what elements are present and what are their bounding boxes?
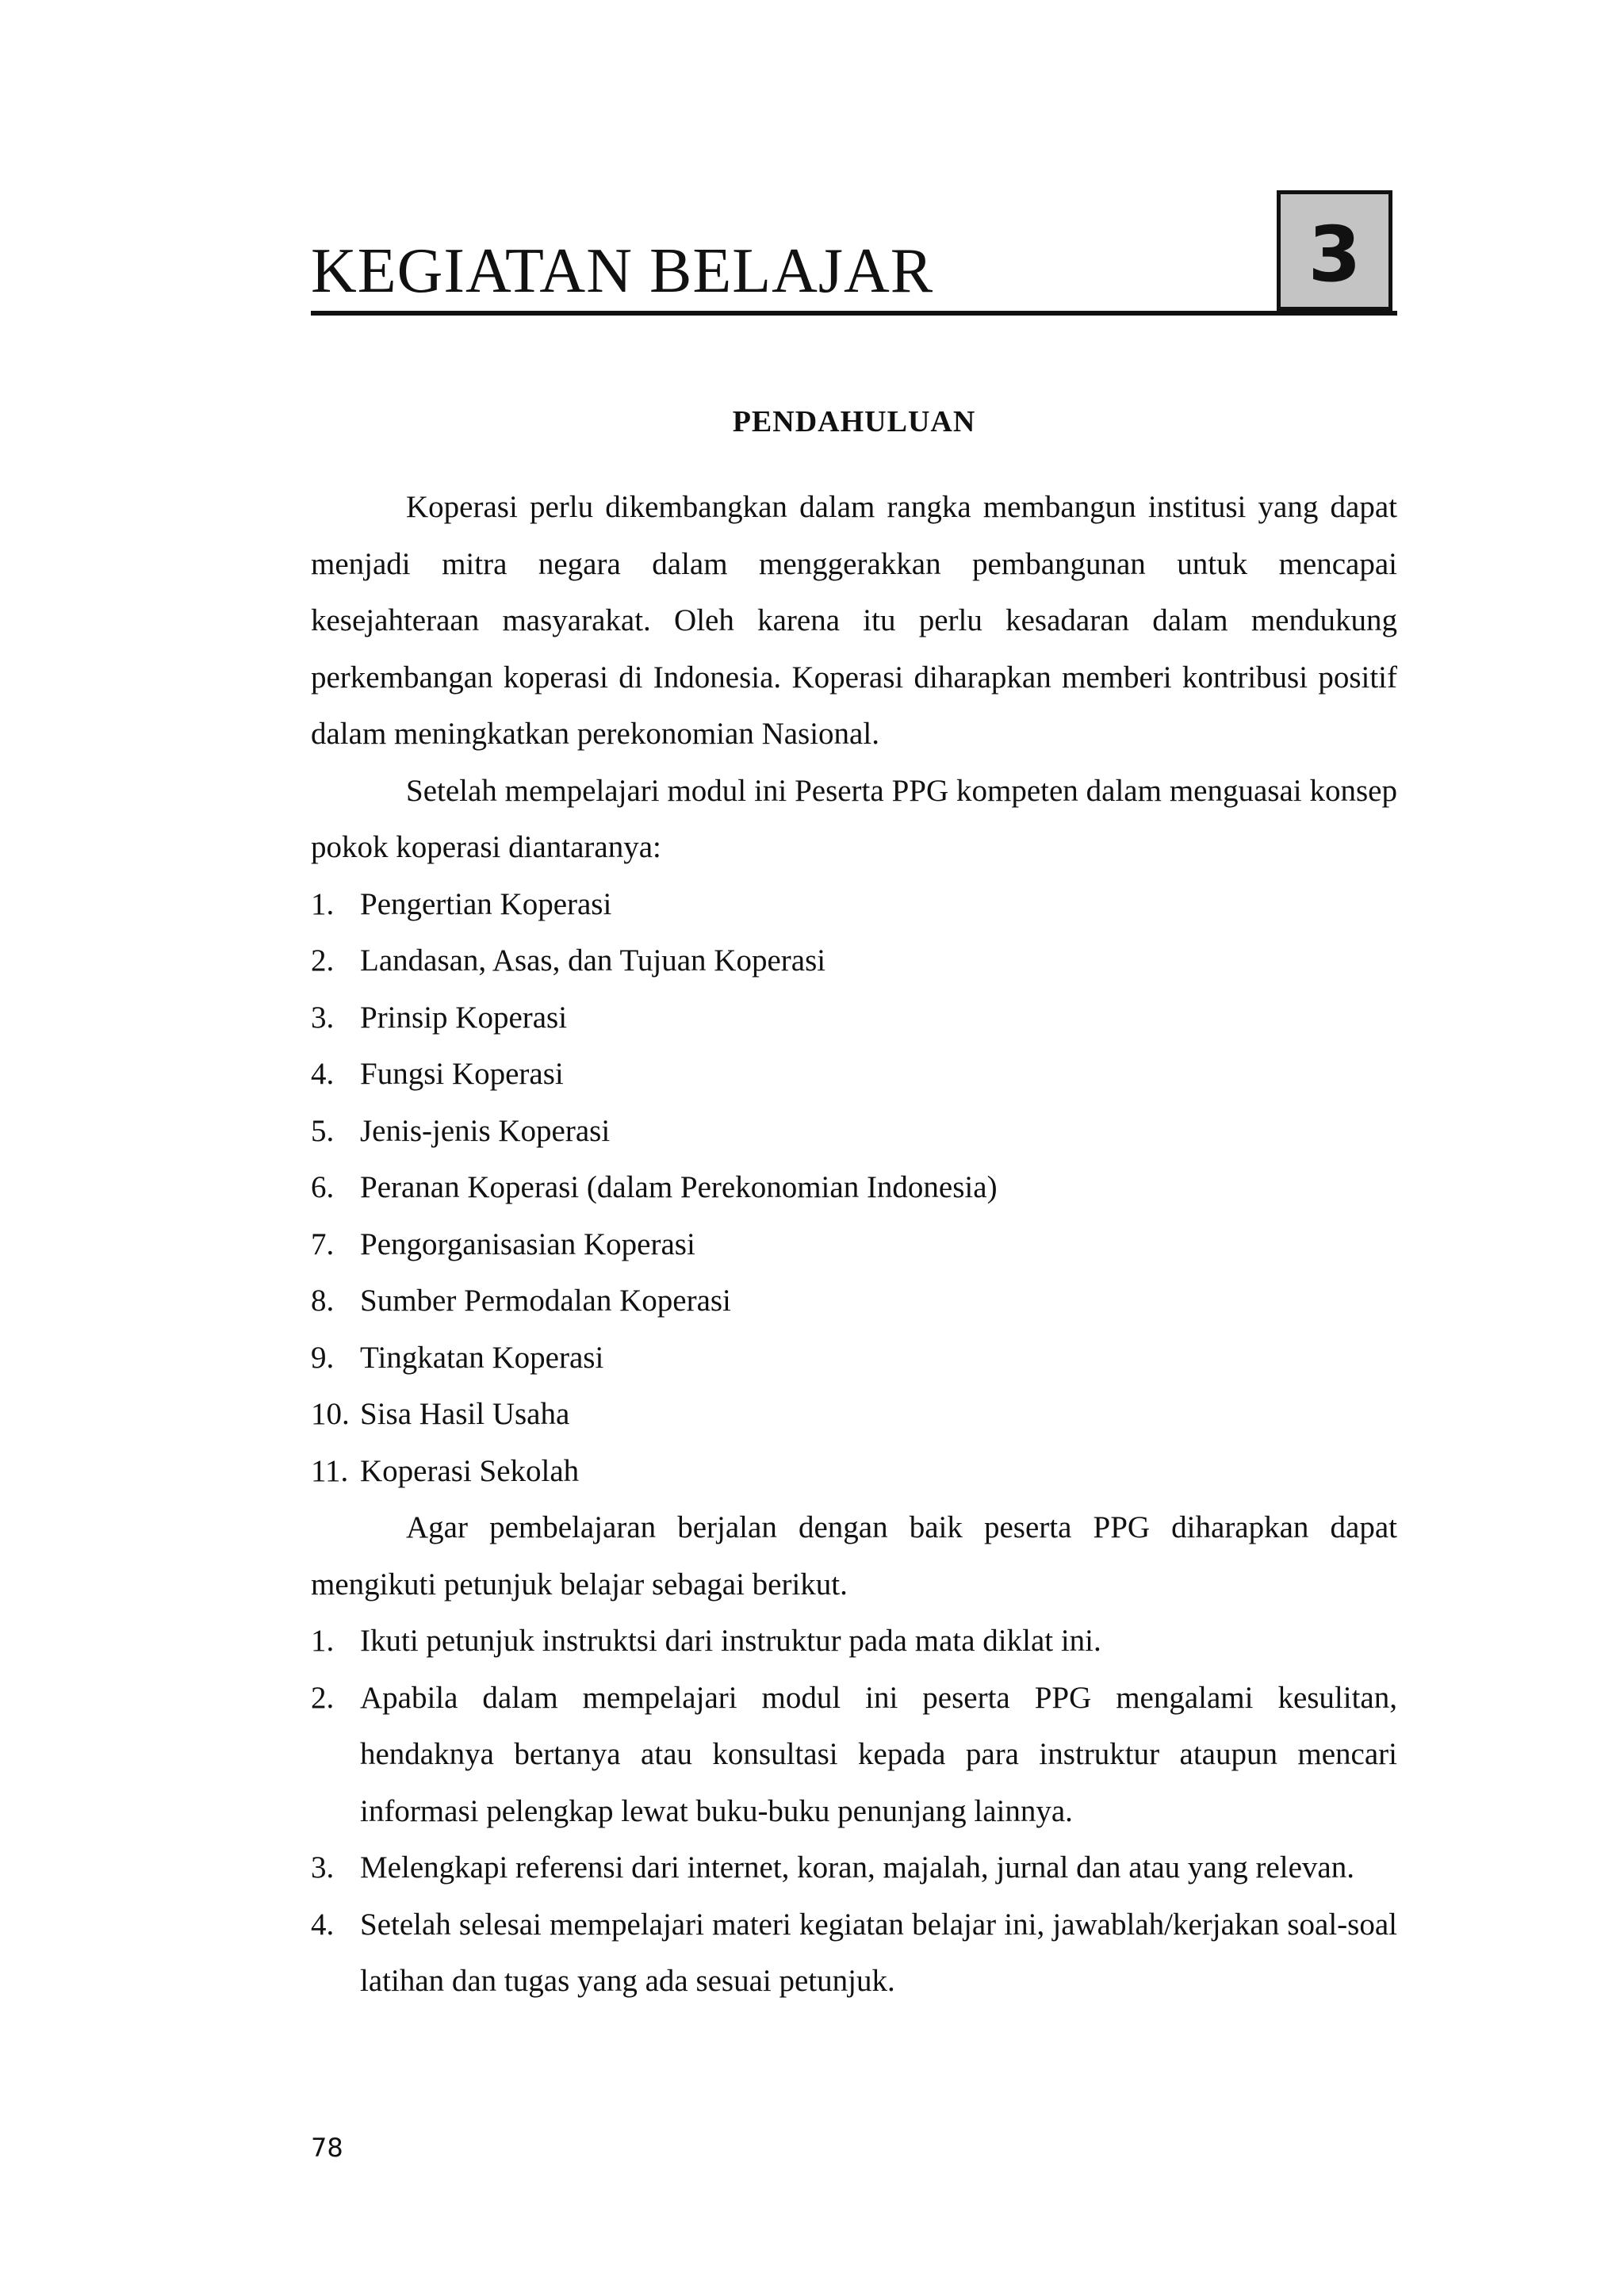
list-item-text: Ikuti petunjuk instruktsi dari instruktur pada mata diklat ini.	[360, 1624, 1101, 1658]
list-item-number: 2.	[311, 943, 335, 978]
intro-paragraph: Koperasi perlu dikembangkan dalam rangka membangun institusi yang dapat menjadi mitra negara dalam menggerakkan pembangunan untuk mencapai kesejahteraan masyarakat. Oleh karena itu perlu kesadaran dalam mendukung perkembangan koperasi di Indonesia. Koperasi diharapkan memberi kontribusi positif dalam meningkatkan perekonomian Nasional.	[311, 490, 1397, 751]
chapter-title: KEGIATAN BELAJAR	[311, 236, 934, 306]
list-item	[311, 989, 1397, 1047]
list-item	[311, 1613, 1397, 1670]
list-item-number: 7.	[311, 1226, 335, 1261]
list-item	[311, 876, 1397, 933]
list-item	[311, 1159, 1397, 1216]
list-item	[311, 1103, 1397, 1160]
list-item-number: 2.	[311, 1680, 335, 1715]
list-item	[311, 1216, 1397, 1273]
list-item	[311, 1046, 1397, 1103]
list-item	[311, 1330, 1397, 1387]
list-item-number: 4.	[311, 1907, 335, 1942]
instructions-intro-paragraph: Agar pembelajaran berjalan dengan baik peserta PPG diharapkan dapat mengikuti petunjuk belajar sebagai berikut.	[311, 1510, 1397, 1601]
list-item-text: Fungsi Koperasi	[360, 1057, 564, 1091]
list-item-number: 5.	[311, 1113, 335, 1148]
list-item-text: Tingkatan Koperasi	[360, 1340, 604, 1375]
chapter-number-box	[1277, 190, 1392, 311]
main-content	[311, 479, 1397, 2010]
chapter-number: 3	[1308, 210, 1362, 299]
list-item-text: Landasan, Asas, dan Tujuan Koperasi	[360, 943, 826, 978]
chapter-title-rule	[311, 311, 1397, 316]
list-item-number: 4.	[311, 1057, 335, 1091]
list-item-number: 3.	[311, 1850, 335, 1885]
list-item-number: 10.	[311, 1397, 350, 1431]
competency-paragraph: Setelah mempelajari modul ini Peserta PPG kompeten dalam menguasai konsep pokok koperasi diantaranya:	[311, 773, 1397, 864]
topic-list	[311, 876, 1397, 1500]
list-item	[311, 1386, 1397, 1443]
list-item-text: Sisa Hasil Usaha	[360, 1397, 570, 1431]
list-item	[311, 1443, 1397, 1500]
list-item-text: Prinsip Koperasi	[360, 1000, 568, 1035]
page-number: 78	[311, 2133, 343, 2163]
list-item	[311, 1670, 1397, 1840]
list-item-text: Pengertian Koperasi	[360, 886, 612, 921]
list-item-number: 1.	[311, 886, 335, 921]
list-item-text: Koperasi Sekolah	[360, 1453, 580, 1488]
section-title: PENDAHULUAN	[732, 405, 976, 438]
list-item-number: 3.	[311, 1000, 335, 1035]
list-item-text: Sumber Permodalan Koperasi	[360, 1284, 731, 1318]
list-item	[311, 1896, 1397, 2010]
list-item-number: 1.	[311, 1624, 335, 1658]
list-item-text: Jenis-jenis Koperasi	[360, 1113, 611, 1148]
list-item-number: 9.	[311, 1340, 335, 1375]
list-item-number: 8.	[311, 1284, 335, 1318]
list-item-text: Peranan Koperasi (dalam Perekonomian Indonesia)	[360, 1170, 998, 1204]
list-item-text: Pengorganisasian Koperasi	[360, 1226, 695, 1261]
list-item-number: 11.	[311, 1453, 349, 1488]
instruction-list	[311, 1613, 1397, 2010]
list-item-number: 6.	[311, 1170, 335, 1204]
list-item	[311, 932, 1397, 989]
list-item-text: Setelah selesai mempelajari materi kegiatan belajar ini, jawablah/kerjakan soal-soal latihan dan tugas yang ada sesuai petunjuk.	[360, 1907, 1397, 1998]
list-item-text: Apabila dalam mempelajari modul ini peserta PPG mengalami kesulitan, hendaknya bertanya atau konsultasi kepada para instruktur ataupun mencari informasi pelengkap lewat buku-buku penunjang lainnya.	[360, 1680, 1397, 1828]
list-item	[311, 1272, 1397, 1330]
list-item-text: Melengkapi referensi dari internet, koran, majalah, jurnal dan atau yang relevan.	[360, 1850, 1354, 1885]
chapter-header	[311, 190, 1397, 317]
list-item	[311, 1839, 1397, 1896]
